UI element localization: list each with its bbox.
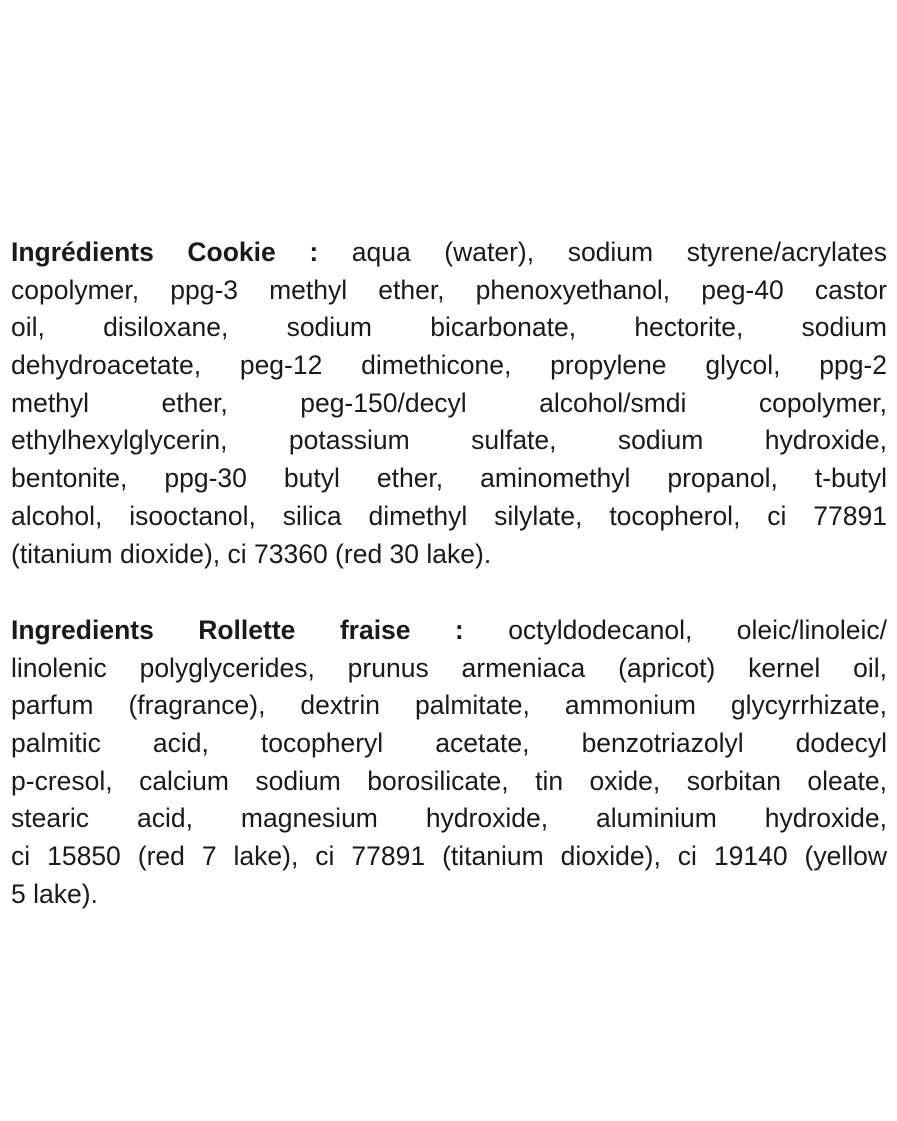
ingredient-text: aqua (water), sodium styrene/acrylates xyxy=(351,237,887,267)
ingredient-line: linolenic polyglycerides, prunus armeniaca (apricot) kernel oil, xyxy=(11,652,887,683)
ingredient-line: oil, disiloxane, sodium bicarbonate, hectorite, sodium xyxy=(11,312,887,343)
ingredient-line: methyl ether, peg-150/decyl alcohol/smdi copolymer, xyxy=(11,387,887,418)
ingredient-line: copolymer, ppg-3 methyl ether, phenoxyethanol, peg-40 castor xyxy=(11,274,887,305)
ingredient-line: palmitic acid, tocopheryl acetate, benzotriazolyl dodecyl xyxy=(11,728,887,759)
ingredient-line xyxy=(11,234,887,272)
ingredient-line: parfum (fragrance), dextrin palmitate, ammonium glycyrrhizate, xyxy=(11,690,887,721)
ingredient-line: (titanium dioxide), ci 73360 (red 30 lake). xyxy=(11,538,492,569)
ingredient-text: octyldodecanol, oleic/linoleic/ xyxy=(508,615,887,645)
ingredient-line: dehydroacetate, peg-12 dimethicone, propylene glycol, ppg-2 xyxy=(11,350,887,381)
ingredient-line xyxy=(11,612,887,650)
rollette-label: Ingredients Rollette fraise : xyxy=(11,615,464,645)
ingredient-line: ethylhexylglycerin, potassium sulfate, sodium hydroxide, xyxy=(11,425,887,456)
cookie-ingredients xyxy=(11,234,887,573)
ingredient-line: stearic acid, magnesium hydroxide, aluminium hydroxide, xyxy=(11,803,887,834)
rollette-ingredients xyxy=(11,612,887,914)
ingredient-line: p-cresol, calcium sodium borosilicate, tin oxide, sorbitan oleate, xyxy=(11,765,887,796)
cookie-label: Ingrédients Cookie : xyxy=(11,237,319,267)
ingredient-line: ci 15850 (red 7 lake), ci 77891 (titanium dioxide), ci 19140 (yellow xyxy=(11,841,887,872)
ingredient-line: 5 lake). xyxy=(11,878,98,909)
ingredient-line: bentonite, ppg-30 butyl ether, aminomethyl propanol, t-butyl xyxy=(11,463,887,494)
ingredient-line: alcohol, isooctanol, silica dimethyl silylate, tocopherol, ci 77891 xyxy=(11,500,887,531)
